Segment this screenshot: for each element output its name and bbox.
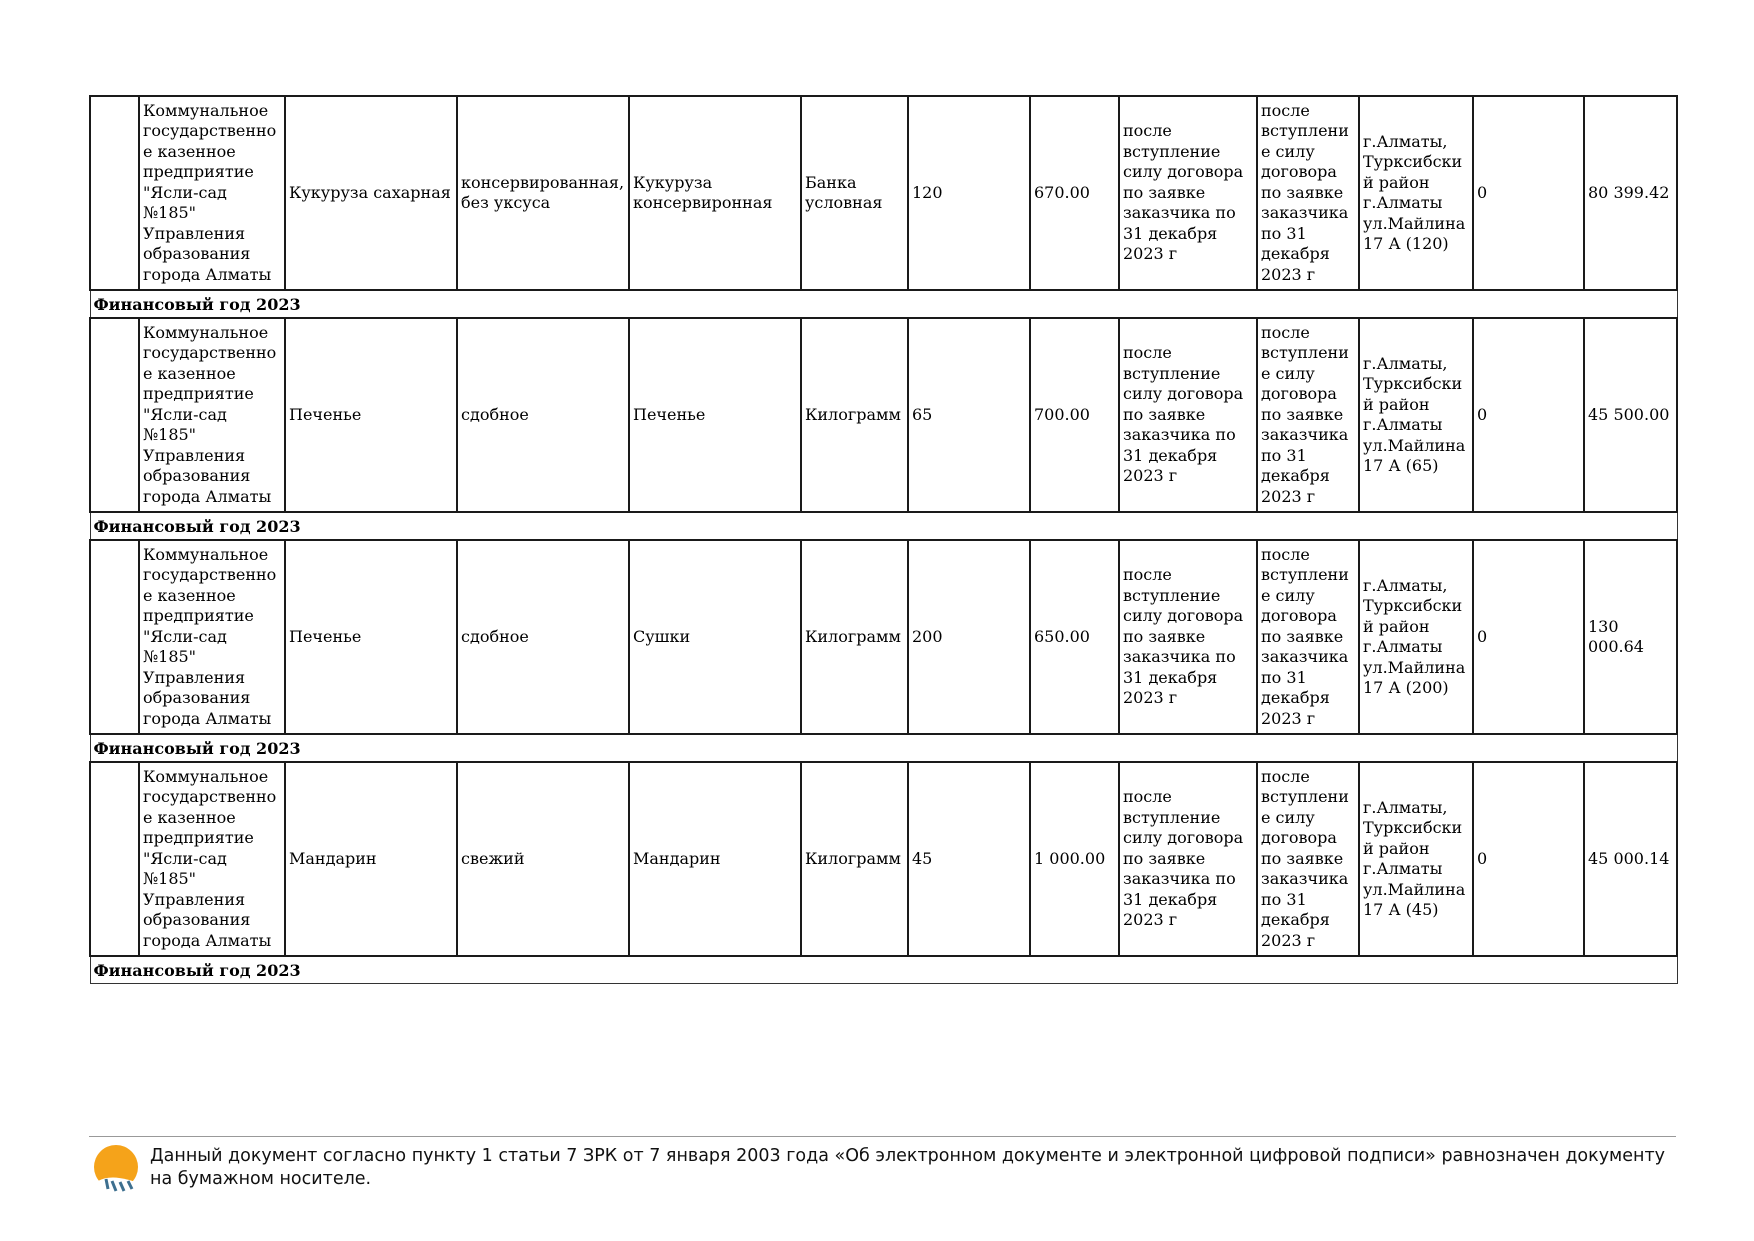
customer-cell: Коммунальное государственное казенное предприятие "Ясли-сад №185" Управления образования города Алматы	[139, 540, 285, 734]
price-cell: 700.00	[1030, 318, 1119, 512]
sum-cell: 45 500.00	[1584, 318, 1677, 512]
financial-year-label: Финансовый год 2023	[90, 290, 1677, 318]
advance-cell: 0	[1473, 96, 1584, 290]
advance-cell: 0	[1473, 762, 1584, 956]
characteristic-cell: сдобное	[457, 540, 629, 734]
financial-year-row	[90, 734, 1677, 762]
unit-cell: Килограмм	[801, 318, 908, 512]
table-body	[90, 96, 1677, 984]
advance-cell: 0	[1473, 318, 1584, 512]
financial-year-label: Финансовый год 2023	[90, 956, 1677, 984]
financial-year-row	[90, 956, 1677, 984]
table-row	[90, 318, 1677, 512]
sum-cell: 130 000.64	[1584, 540, 1677, 734]
delivery-term-cell: после вступление силу договора по заявке заказчика по 31 декабря 2023 г	[1119, 762, 1257, 956]
egov-sun-logo-icon	[92, 1143, 140, 1195]
item-name-cell: Мандарин	[285, 762, 457, 956]
sum-cell: 80 399.42	[1584, 96, 1677, 290]
procurement-table	[89, 95, 1678, 984]
price-cell: 650.00	[1030, 540, 1119, 734]
characteristic-cell: свежий	[457, 762, 629, 956]
characteristic-cell: консервированная, без уксуса	[457, 96, 629, 290]
table-row	[90, 762, 1677, 956]
item-name-cell: Кукуруза сахарная	[285, 96, 457, 290]
quantity-cell: 120	[908, 96, 1030, 290]
quantity-cell: 45	[908, 762, 1030, 956]
delivery-place-cell: г.Алматы, Турксибский район г.Алматы ул.Майлина 17 А (45)	[1359, 762, 1473, 956]
row-number-cell	[90, 762, 139, 956]
characteristic-cell: сдобное	[457, 318, 629, 512]
delivery-place-cell: г.Алматы, Турксибский район г.Алматы ул.Майлина 17 А (120)	[1359, 96, 1473, 290]
delivery-term-secondary-cell: после вступление силу договора по заявке заказчика по 31 декабря 2023 г	[1257, 540, 1359, 734]
table-row	[90, 96, 1677, 290]
unit-cell: Килограмм	[801, 762, 908, 956]
row-number-cell	[90, 318, 139, 512]
sum-cell: 45 000.14	[1584, 762, 1677, 956]
item-name-cell: Печенье	[285, 318, 457, 512]
quantity-cell: 200	[908, 540, 1030, 734]
financial-year-label: Финансовый год 2023	[90, 734, 1677, 762]
additional-characteristic-cell: Сушки	[629, 540, 801, 734]
price-cell: 1 000.00	[1030, 762, 1119, 956]
delivery-term-cell: после вступление силу договора по заявке заказчика по 31 декабря 2023 г	[1119, 96, 1257, 290]
unit-cell: Банка условная	[801, 96, 908, 290]
delivery-term-secondary-cell: после вступление силу договора по заявке заказчика по 31 декабря 2023 г	[1257, 96, 1359, 290]
additional-characteristic-cell: Мандарин	[629, 762, 801, 956]
item-name-cell: Печенье	[285, 540, 457, 734]
additional-characteristic-cell: Кукуруза консервиронная	[629, 96, 801, 290]
delivery-place-cell: г.Алматы, Турксибский район г.Алматы ул.Майлина 17 А (65)	[1359, 318, 1473, 512]
delivery-term-secondary-cell: после вступление силу договора по заявке заказчика по 31 декабря 2023 г	[1257, 762, 1359, 956]
financial-year-row	[90, 512, 1677, 540]
customer-cell: Коммунальное государственное казенное предприятие "Ясли-сад №185" Управления образования города Алматы	[139, 318, 285, 512]
row-number-cell	[90, 540, 139, 734]
customer-cell: Коммунальное государственное казенное предприятие "Ясли-сад №185" Управления образования города Алматы	[139, 762, 285, 956]
advance-cell: 0	[1473, 540, 1584, 734]
footer	[89, 1136, 1676, 1190]
unit-cell: Килограмм	[801, 540, 908, 734]
financial-year-row	[90, 290, 1677, 318]
delivery-place-cell: г.Алматы, Турксибский район г.Алматы ул.Майлина 17 А (200)	[1359, 540, 1473, 734]
financial-year-label: Финансовый год 2023	[90, 512, 1677, 540]
row-number-cell	[90, 96, 139, 290]
delivery-term-secondary-cell: после вступление силу договора по заявке заказчика по 31 декабря 2023 г	[1257, 318, 1359, 512]
footer-disclaimer-text: Данный документ согласно пункту 1 статьи 7 ЗРК от 7 января 2003 года «Об электронном документе и электронной цифровой подписи» равнозначен документу на бумажном носителе.	[150, 1146, 1666, 1189]
customer-cell: Коммунальное государственное казенное предприятие "Ясли-сад №185" Управления образования города Алматы	[139, 96, 285, 290]
table-row	[90, 540, 1677, 734]
price-cell: 670.00	[1030, 96, 1119, 290]
delivery-term-cell: после вступление силу договора по заявке заказчика по 31 декабря 2023 г	[1119, 540, 1257, 734]
quantity-cell: 65	[908, 318, 1030, 512]
delivery-term-cell: после вступление силу договора по заявке заказчика по 31 декабря 2023 г	[1119, 318, 1257, 512]
additional-characteristic-cell: Печенье	[629, 318, 801, 512]
